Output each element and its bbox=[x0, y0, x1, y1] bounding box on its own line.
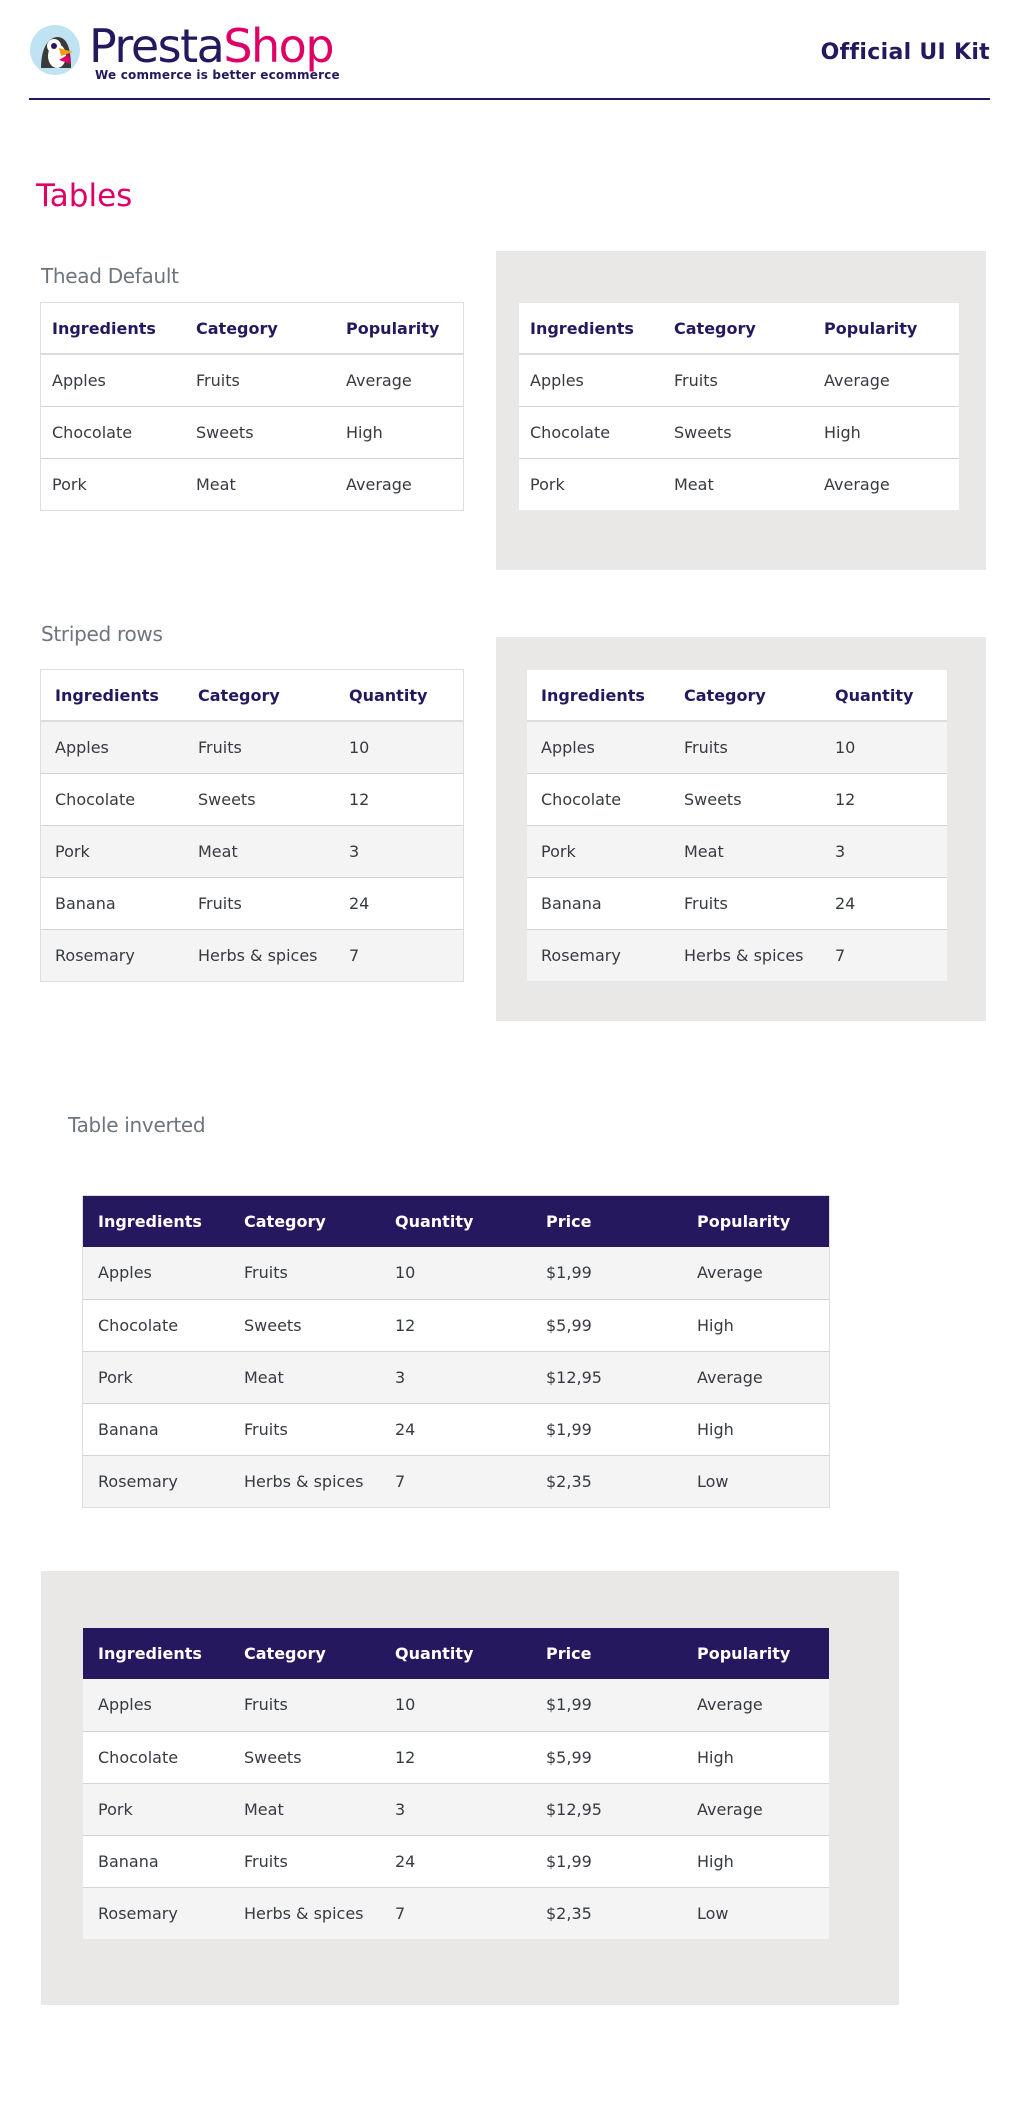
table-cell: Average bbox=[682, 1679, 829, 1731]
table-cell: Meat bbox=[674, 474, 714, 494]
table-row bbox=[41, 929, 463, 981]
table-cell: $1,99 bbox=[531, 1403, 682, 1455]
table-cell: 3 bbox=[380, 1351, 531, 1403]
table-cell: Chocolate bbox=[527, 773, 673, 825]
table-cell: Fruits bbox=[663, 354, 813, 406]
table-cell: High bbox=[335, 406, 463, 458]
table-row bbox=[527, 825, 947, 877]
table-cell: 12 bbox=[338, 773, 463, 825]
table-cell: Average bbox=[682, 1247, 829, 1299]
column-header: Popularity bbox=[682, 1196, 829, 1247]
logo-shop: Shop bbox=[223, 19, 334, 73]
table-row bbox=[41, 354, 463, 406]
column-header: Price bbox=[531, 1628, 682, 1679]
table-header-row bbox=[41, 670, 463, 721]
column-header: Category bbox=[229, 1196, 380, 1247]
table-cell: $1,99 bbox=[531, 1679, 682, 1731]
table-cell: $2,35 bbox=[531, 1887, 682, 1939]
column-header: Ingredients bbox=[527, 670, 673, 721]
table-cell: Chocolate bbox=[83, 1731, 229, 1783]
table-row bbox=[83, 1351, 829, 1403]
section-label-striped: Striped rows bbox=[41, 622, 163, 646]
table-row bbox=[83, 1299, 829, 1351]
striped-table-on-gray bbox=[527, 670, 947, 981]
column-header: Price bbox=[531, 1196, 682, 1247]
table-cell: Apples bbox=[41, 354, 185, 406]
table-row bbox=[519, 406, 959, 458]
table-cell: Pork bbox=[83, 1351, 229, 1403]
table-cell: Fruits bbox=[229, 1247, 380, 1299]
table-cell: Pork bbox=[83, 1783, 229, 1835]
table-cell: 7 bbox=[380, 1887, 531, 1939]
table-cell: 7 bbox=[380, 1455, 531, 1507]
table-cell: High bbox=[682, 1403, 829, 1455]
table-cell: 24 bbox=[338, 877, 463, 929]
table-cell: 10 bbox=[380, 1679, 531, 1731]
table-cell: Meat bbox=[673, 825, 824, 877]
table-cell: 12 bbox=[380, 1299, 531, 1351]
table-cell: Pork bbox=[530, 474, 565, 494]
table-row bbox=[83, 1783, 829, 1835]
column-header: Category bbox=[187, 670, 338, 721]
table-row bbox=[83, 1455, 829, 1507]
table-cell: Apples bbox=[83, 1247, 229, 1299]
table-cell: 10 bbox=[338, 721, 463, 773]
table-cell: Apples bbox=[83, 1679, 229, 1731]
kit-title: Official UI Kit bbox=[820, 40, 990, 65]
column-header: Quantity bbox=[380, 1628, 531, 1679]
table-row bbox=[83, 1247, 829, 1299]
table-cell: Fruits bbox=[229, 1679, 380, 1731]
table-row bbox=[41, 721, 463, 773]
table-cell: Chocolate bbox=[41, 773, 187, 825]
column-header: Category bbox=[663, 303, 813, 354]
puffin-mascot-icon bbox=[29, 24, 81, 76]
table-cell: Rosemary bbox=[527, 929, 673, 981]
table-cell: 3 bbox=[338, 825, 463, 877]
table-cell: $5,99 bbox=[531, 1731, 682, 1783]
column-header: Popularity bbox=[335, 303, 463, 354]
page-title: Tables bbox=[36, 178, 133, 214]
column-header: Category bbox=[673, 670, 824, 721]
table-cell: Fruits bbox=[187, 721, 338, 773]
table-cell: Average bbox=[813, 354, 959, 406]
table-cell: 12 bbox=[380, 1731, 531, 1783]
table-header-row bbox=[41, 303, 463, 354]
table-row bbox=[83, 1679, 829, 1731]
column-header: Quantity bbox=[824, 670, 947, 721]
table-cell: Rosemary bbox=[41, 929, 187, 981]
table-cell: Average bbox=[346, 474, 412, 494]
column-header: Quantity bbox=[338, 670, 463, 721]
inverted-table bbox=[83, 1196, 829, 1507]
table-cell: Sweets bbox=[185, 406, 335, 458]
table-cell: High bbox=[813, 406, 959, 458]
column-header: Ingredients bbox=[41, 670, 187, 721]
table-cell: Low bbox=[682, 1887, 829, 1939]
table-header-row bbox=[83, 1196, 829, 1247]
thead-default-table-on-gray bbox=[519, 303, 959, 510]
table-cell: Chocolate bbox=[83, 1299, 229, 1351]
table-cell: High bbox=[682, 1299, 829, 1351]
table-cell: 12 bbox=[824, 773, 947, 825]
table-cell: Chocolate bbox=[41, 406, 185, 458]
section-label-thead-default: Thead Default bbox=[41, 264, 179, 288]
logo-wordmark bbox=[89, 20, 333, 72]
logo-presta: Presta bbox=[89, 19, 224, 73]
table-cell: 24 bbox=[380, 1835, 531, 1887]
table-cell: Herbs & spices bbox=[229, 1455, 380, 1507]
table-cell: 7 bbox=[338, 929, 463, 981]
table-row bbox=[527, 877, 947, 929]
table-row bbox=[41, 877, 463, 929]
column-header: Ingredients bbox=[519, 303, 663, 354]
table-cell: Pork bbox=[41, 825, 187, 877]
table-cell: 10 bbox=[824, 721, 947, 773]
table-cell: Low bbox=[682, 1455, 829, 1507]
column-header: Popularity bbox=[682, 1628, 829, 1679]
table-cell: Meat bbox=[187, 825, 338, 877]
table-cell: High bbox=[682, 1835, 829, 1887]
table-header-row bbox=[83, 1628, 829, 1679]
inverted-table-on-gray bbox=[83, 1628, 829, 1939]
table-cell: 24 bbox=[380, 1403, 531, 1455]
table-cell: Fruits bbox=[229, 1835, 380, 1887]
table-cell: 3 bbox=[380, 1783, 531, 1835]
prestashop-logo[interactable] bbox=[29, 20, 349, 82]
table-cell: Fruits bbox=[229, 1403, 380, 1455]
column-header: Quantity bbox=[380, 1196, 531, 1247]
table-cell: Chocolate bbox=[519, 406, 663, 458]
column-header: Ingredients bbox=[83, 1628, 229, 1679]
column-header: Category bbox=[185, 303, 335, 354]
table-cell: 3 bbox=[824, 825, 947, 877]
table-cell: Apples bbox=[527, 721, 673, 773]
table-cell: Apples bbox=[519, 354, 663, 406]
table-cell: Sweets bbox=[229, 1731, 380, 1783]
table-cell: $12,95 bbox=[531, 1783, 682, 1835]
table-row bbox=[83, 1403, 829, 1455]
table-row bbox=[41, 458, 463, 510]
table-cell: Rosemary bbox=[83, 1887, 229, 1939]
table-row bbox=[83, 1731, 829, 1783]
table-cell: Fruits bbox=[185, 354, 335, 406]
table-cell: Banana bbox=[527, 877, 673, 929]
table-cell: $2,35 bbox=[531, 1455, 682, 1507]
table-cell: Average bbox=[824, 474, 890, 494]
table-cell: $5,99 bbox=[531, 1299, 682, 1351]
thead-default-table bbox=[41, 303, 463, 510]
table-cell: 7 bbox=[824, 929, 947, 981]
table-cell: Pork bbox=[52, 474, 87, 494]
table-header-row bbox=[519, 303, 959, 354]
column-header: Ingredients bbox=[41, 303, 185, 354]
column-header: Category bbox=[229, 1628, 380, 1679]
table-row bbox=[41, 773, 463, 825]
table-row bbox=[527, 721, 947, 773]
table-cell: 24 bbox=[824, 877, 947, 929]
table-row bbox=[519, 458, 959, 510]
table-cell: Herbs & spices bbox=[229, 1887, 380, 1939]
column-header: Popularity bbox=[813, 303, 959, 354]
table-cell: Sweets bbox=[229, 1299, 380, 1351]
table-cell: 10 bbox=[380, 1247, 531, 1299]
table-cell: Pork bbox=[527, 825, 673, 877]
table-cell: Meat bbox=[229, 1351, 380, 1403]
table-cell: Banana bbox=[83, 1835, 229, 1887]
table-cell: Apples bbox=[41, 721, 187, 773]
table-cell: $12,95 bbox=[531, 1351, 682, 1403]
table-cell: $1,99 bbox=[531, 1247, 682, 1299]
table-cell: Sweets bbox=[673, 773, 824, 825]
table-cell: Fruits bbox=[673, 877, 824, 929]
table-cell: Meat bbox=[229, 1783, 380, 1835]
table-row bbox=[527, 773, 947, 825]
table-row bbox=[527, 929, 947, 981]
table-cell: Average bbox=[682, 1351, 829, 1403]
table-row bbox=[41, 406, 463, 458]
header bbox=[29, 18, 990, 100]
column-header: Ingredients bbox=[83, 1196, 229, 1247]
table-row bbox=[519, 354, 959, 406]
table-row bbox=[83, 1835, 829, 1887]
table-cell: Sweets bbox=[663, 406, 813, 458]
logo-tagline: We commerce is better ecommerce bbox=[95, 68, 340, 82]
table-cell: Rosemary bbox=[83, 1455, 229, 1507]
table-cell: $1,99 bbox=[531, 1835, 682, 1887]
table-row bbox=[83, 1887, 829, 1939]
table-row bbox=[41, 825, 463, 877]
table-cell: Banana bbox=[41, 877, 187, 929]
table-cell: Herbs & spices bbox=[673, 929, 824, 981]
table-cell: Average bbox=[335, 354, 463, 406]
striped-table bbox=[41, 670, 463, 981]
table-cell: Herbs & spices bbox=[187, 929, 338, 981]
table-cell: Fruits bbox=[673, 721, 824, 773]
table-cell: Sweets bbox=[187, 773, 338, 825]
table-header-row bbox=[527, 670, 947, 721]
table-cell: Banana bbox=[83, 1403, 229, 1455]
table-cell: High bbox=[682, 1731, 829, 1783]
table-cell: Fruits bbox=[187, 877, 338, 929]
table-cell: Meat bbox=[196, 474, 236, 494]
table-cell: Average bbox=[682, 1783, 829, 1835]
section-label-inverted: Table inverted bbox=[68, 1113, 206, 1137]
